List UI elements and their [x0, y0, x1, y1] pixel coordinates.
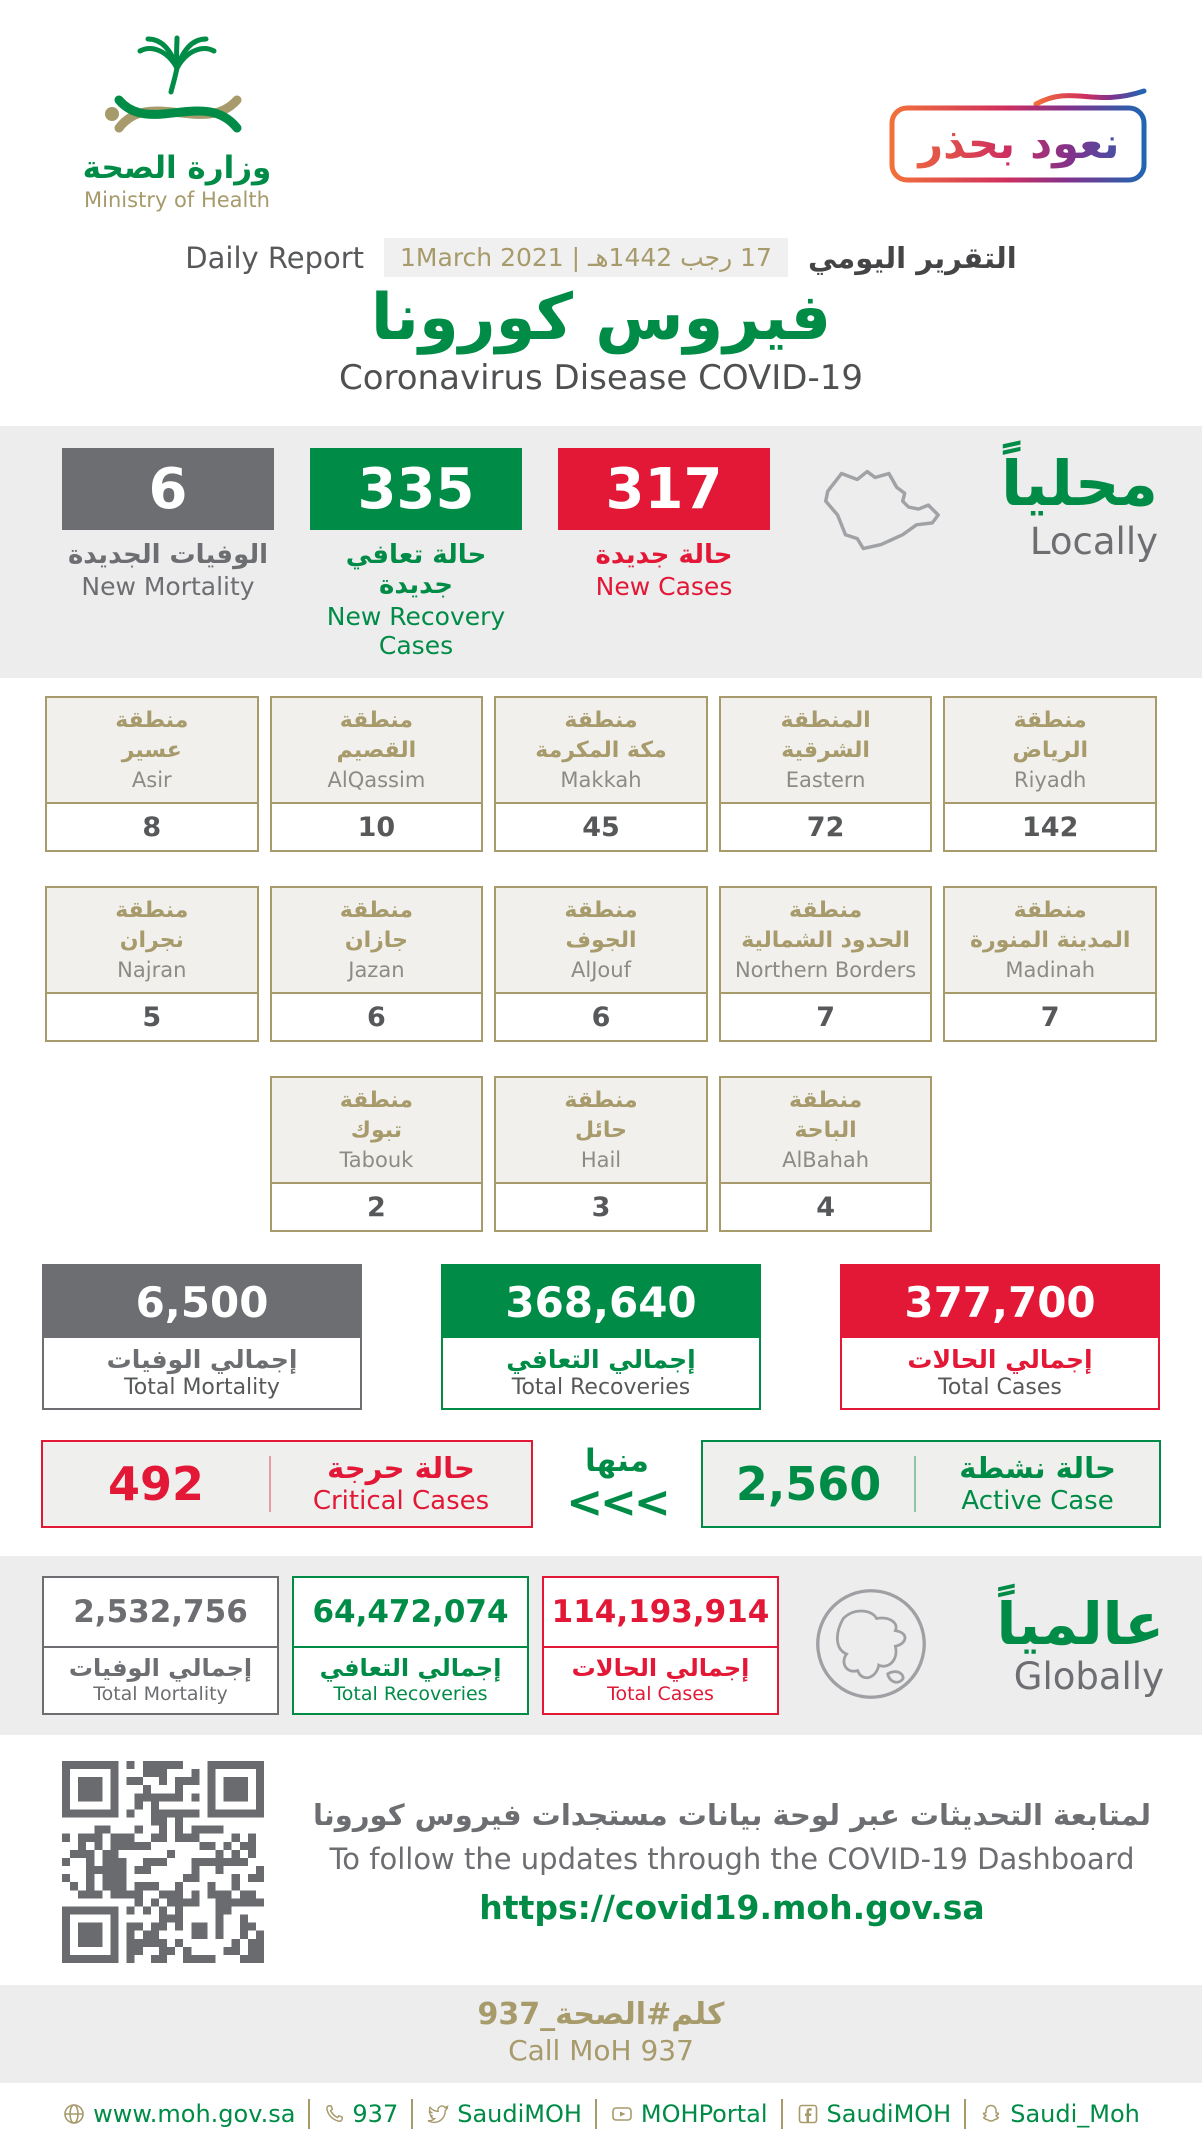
- dashboard-note-en: To follow the updates through the COVID-19 Dashboard: [329, 1841, 1135, 1876]
- global-mortality-value: 2,532,756: [44, 1578, 277, 1648]
- region-box-albahah: منطقة الباحة AlBahah 4: [719, 1076, 933, 1232]
- global-recoveries-value: 64,472,074: [294, 1578, 527, 1648]
- daily-report-en: Daily Report: [185, 240, 365, 275]
- call-moh-en: Call MoH 937: [508, 2034, 694, 2068]
- region-box-eastern: المنطقة الشرقية Eastern 72: [719, 696, 933, 852]
- local-stats-band: [0, 426, 1202, 678]
- call-moh-ar: كلم#الصحة_937: [477, 1997, 725, 2033]
- qr-code[interactable]: [62, 1761, 264, 1963]
- global-mortality-box: [42, 1576, 279, 1715]
- new-cases-label-ar: حالة جديدة: [595, 540, 733, 571]
- new-recoveries-label-ar: حالة تعافي جديدة: [345, 540, 487, 601]
- totals-row: [42, 1264, 1160, 1410]
- region-value: 2: [366, 1191, 386, 1223]
- region-box-asir: منطقة عسير Asir 8: [45, 696, 259, 852]
- region-box-najran: منطقة نجران Najran 5: [45, 886, 259, 1042]
- regions-grid: [45, 696, 1157, 1232]
- global-mortality-label-ar: إجمالي الوفيات: [68, 1654, 253, 1683]
- region-value: 7: [816, 1001, 835, 1033]
- global-recoveries-box: [292, 1576, 529, 1715]
- region-value: 7: [1040, 1001, 1060, 1033]
- new-cases-stat: [558, 448, 770, 601]
- report-date: 17 رجب 1442هـ | 1March 2021: [384, 238, 788, 277]
- new-mortality-label-ar: الوفيات الجديدة: [67, 540, 269, 571]
- global-recoveries-label-en: Total Recoveries: [333, 1683, 488, 1706]
- phone-icon: [323, 2103, 345, 2125]
- globe-icon: [810, 1583, 932, 1709]
- snapchat-icon: [979, 2102, 1003, 2126]
- divider: [964, 2099, 966, 2129]
- global-section-heading: [996, 1589, 1164, 1698]
- logo-title-en: Ministry of Health: [84, 188, 270, 212]
- divider: [595, 2099, 597, 2129]
- report-header-line: [0, 238, 1202, 277]
- new-recoveries-label-en: New Recovery Cases: [326, 602, 506, 661]
- dashboard-url-link[interactable]: https://covid19.moh.gov.sa: [479, 1887, 985, 1927]
- phone-link[interactable]: 937: [323, 2100, 398, 2128]
- new-mortality-stat: [62, 448, 274, 601]
- dashboard-note-ar: لمتابعة التحديثات عبر لوحة بيانات مستجدات فيروس كورونا: [313, 1797, 1151, 1832]
- region-box-jazan: منطقة جازان Jazan 6: [270, 886, 484, 1042]
- region-box-makkah: منطقة مكة المكرمة Makkah 45: [494, 696, 708, 852]
- moh-logo: [62, 36, 292, 212]
- saudi-arabia-map-icon: [806, 452, 954, 578]
- total-mortality-label-en: Total Mortality: [124, 1375, 280, 1401]
- active-cases-label-ar: حالة نشطة: [959, 1450, 1116, 1485]
- divider: [781, 2099, 783, 2129]
- locally-heading-en: Locally: [1029, 520, 1158, 564]
- total-cases-box: [840, 1264, 1160, 1410]
- total-recoveries-label-en: Total Recoveries: [511, 1375, 691, 1401]
- new-recoveries-value: 335: [310, 448, 522, 530]
- global-mortality-label-en: Total Mortality: [93, 1683, 228, 1706]
- region-value: 5: [142, 1001, 162, 1033]
- region-value: 142: [1022, 811, 1079, 843]
- of-which-connector: [533, 1443, 701, 1529]
- region-box-madinah: منطقة المدينة المنورة Madinah 7: [943, 886, 1157, 1042]
- dashboard-section: [62, 1761, 1156, 1963]
- call-moh-band: [0, 1985, 1202, 2083]
- total-cases-label-ar: إجمالي الحالات: [907, 1345, 1093, 1375]
- critical-cases-label-ar: حالة حرجة: [327, 1450, 475, 1485]
- global-cases-label-en: Total Cases: [607, 1683, 714, 1706]
- divider: [411, 2099, 413, 2129]
- region-box-alqassim: منطقة القصيم AlQassim 10: [270, 696, 484, 852]
- local-section-heading: [1001, 447, 1158, 564]
- region-box-aljouf: منطقة الجوف AlJouf 6: [494, 886, 708, 1042]
- youtube-icon: [610, 2102, 634, 2126]
- daily-report-ar: التقرير اليومي: [807, 240, 1017, 275]
- critical-cases-label-en: Critical Cases: [312, 1485, 490, 1516]
- global-cases-value: 114,193,914: [544, 1578, 777, 1648]
- divider: [308, 2099, 310, 2129]
- total-recoveries-value: 368,640: [443, 1266, 759, 1338]
- region-value: 6: [591, 1001, 611, 1033]
- globally-heading-en: Globally: [1013, 1654, 1164, 1698]
- active-cases-box: [701, 1440, 1161, 1528]
- of-which-label-ar: منها: [585, 1443, 649, 1480]
- new-mortality-label-en: New Mortality: [81, 572, 255, 602]
- total-recoveries-label-ar: إجمالي التعافي: [506, 1345, 696, 1375]
- region-value: 8: [142, 811, 162, 843]
- region-value: 3: [591, 1191, 611, 1223]
- global-recoveries-label-ar: إجمالي التعافي: [319, 1654, 502, 1683]
- region-value: 72: [806, 811, 845, 843]
- new-mortality-value: 6: [62, 448, 274, 530]
- new-recoveries-stat: [310, 448, 522, 660]
- region-box-hail: منطقة حائل Hail 3: [494, 1076, 708, 1232]
- new-cases-value: 317: [558, 448, 770, 530]
- critical-cases-box: [41, 1440, 533, 1528]
- total-recoveries-box: [441, 1264, 761, 1410]
- twitter-icon: [426, 2102, 450, 2126]
- chevrons-left-icon: <<<: [566, 1477, 668, 1529]
- region-value: 6: [366, 1001, 386, 1033]
- footer-links: [0, 2099, 1202, 2129]
- snapchat-link[interactable]: Saudi_Moh: [979, 2100, 1140, 2128]
- page-title-ar: فيروس كورونا: [370, 281, 832, 355]
- locally-heading-ar: محلياً: [1001, 447, 1158, 521]
- active-cases-label-en: Active Case: [961, 1485, 1114, 1516]
- total-mortality-value: 6,500: [44, 1266, 360, 1338]
- global-cases-box: [542, 1576, 779, 1715]
- region-value: 4: [816, 1191, 835, 1223]
- return-with-caution-badge: [888, 82, 1150, 186]
- website-link[interactable]: www.moh.gov.sa: [62, 2100, 295, 2128]
- logo-title-ar: وزارة الصحة: [82, 150, 272, 186]
- total-cases-label-en: Total Cases: [938, 1375, 1062, 1401]
- facebook-icon: [796, 2102, 820, 2126]
- total-cases-value: 377,700: [842, 1266, 1158, 1338]
- youtube-link[interactable]: MOHPortal: [610, 2100, 768, 2128]
- total-mortality-box: [42, 1264, 362, 1410]
- new-cases-label-en: New Cases: [595, 572, 733, 602]
- global-cases-label-ar: إجمالي الحالات: [571, 1654, 750, 1683]
- breakdown-row: [41, 1440, 1161, 1528]
- region-value: 45: [582, 811, 620, 843]
- region-box-riyadh: منطقة الرياض Riyadh 142: [943, 696, 1157, 852]
- page-title-en: Coronavirus Disease COVID-19: [338, 358, 863, 399]
- region-box-tabouk: منطقة تبوك Tabouk 2: [270, 1076, 484, 1232]
- facebook-link[interactable]: SaudiMOH: [796, 2100, 952, 2128]
- region-value: 10: [357, 811, 396, 843]
- globe-icon: [62, 2102, 86, 2126]
- badge-label: نعود بحذر: [888, 108, 1150, 180]
- total-mortality-label-ar: إجمالي الوفيات: [106, 1345, 298, 1375]
- top-row: [0, 0, 1202, 212]
- twitter-link[interactable]: SaudiMOH: [426, 2100, 582, 2128]
- global-stats-band: [0, 1556, 1202, 1735]
- active-cases-value: 2,560: [735, 1457, 882, 1512]
- region-box-northern-borders: منطقة الحدود الشمالية Northern Borders 7: [719, 886, 933, 1042]
- critical-cases-value: 492: [108, 1457, 205, 1512]
- moh-palm-emblem-icon: [97, 129, 257, 148]
- globally-heading-ar: عالمياً: [996, 1589, 1164, 1658]
